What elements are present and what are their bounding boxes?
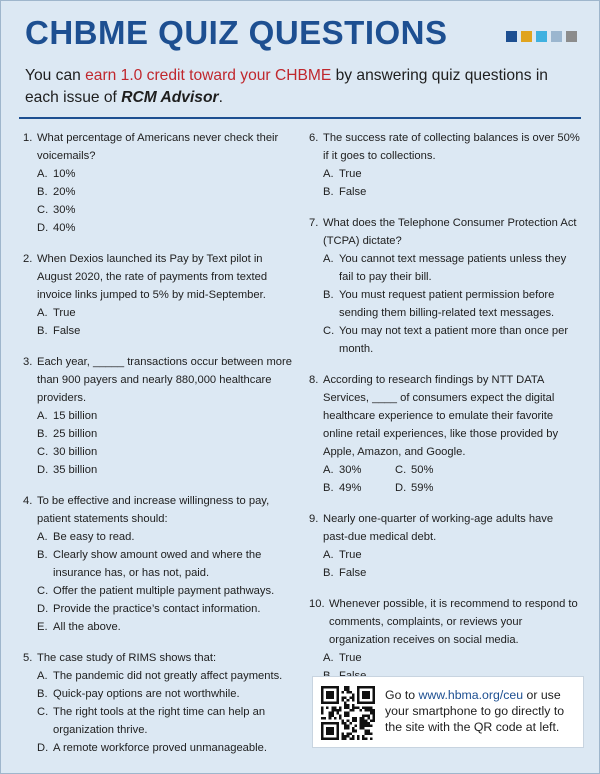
answer-option[interactable] bbox=[23, 582, 295, 600]
option-letter: D. bbox=[37, 742, 49, 754]
option-text: 10% bbox=[53, 168, 76, 180]
option-text: A remote workforce proved unmanageable. bbox=[53, 742, 267, 754]
option-letter: C. bbox=[37, 446, 49, 458]
qr-callout bbox=[312, 676, 584, 748]
question-number: 7. bbox=[309, 217, 319, 229]
option-text: You must request patient permission before sending them billing-related text messages. bbox=[339, 289, 555, 319]
option-letter: A. bbox=[37, 307, 48, 319]
questions-column-left bbox=[23, 129, 295, 770]
question-number: 4. bbox=[23, 495, 33, 507]
answer-option[interactable] bbox=[395, 479, 581, 497]
question-text: The case study of RIMS shows that: bbox=[37, 652, 217, 664]
option-letter: B. bbox=[323, 567, 334, 579]
qr-text-pre: Go to bbox=[385, 688, 419, 702]
question-number: 8. bbox=[309, 374, 319, 386]
answer-option[interactable] bbox=[23, 618, 295, 636]
option-text: True bbox=[339, 168, 362, 180]
answer-option[interactable] bbox=[23, 425, 295, 443]
option-letter: A. bbox=[323, 652, 334, 664]
option-letter: C. bbox=[37, 706, 49, 718]
option-letter: A. bbox=[37, 410, 48, 422]
option-text: 59% bbox=[411, 482, 434, 494]
option-letter: A. bbox=[37, 670, 48, 682]
answer-option[interactable] bbox=[309, 322, 581, 358]
qr-text-post: or use your smartphone to go directly to the site with the QR code at left. bbox=[385, 688, 565, 734]
question-6 bbox=[309, 129, 581, 201]
question-number: 3. bbox=[23, 356, 33, 368]
answer-option[interactable] bbox=[23, 443, 295, 461]
option-letter: B. bbox=[37, 186, 48, 198]
answer-option[interactable] bbox=[309, 546, 581, 564]
option-letter: A. bbox=[323, 464, 334, 476]
answer-option[interactable] bbox=[23, 183, 295, 201]
option-text: False bbox=[53, 325, 81, 337]
option-text: Clearly show amount owed and where the insurance has, or has not, paid. bbox=[53, 549, 262, 579]
answer-option[interactable] bbox=[23, 165, 295, 183]
question-text-row bbox=[309, 595, 581, 649]
answer-option[interactable] bbox=[23, 201, 295, 219]
question-text: What percentage of Americans never check their voicemails? bbox=[37, 132, 279, 162]
question-text: When Dexios launched its Pay by Text pilot in August 2020, the rate of payments from texted invoice links jumped to 5% by mid-September. bbox=[37, 253, 268, 301]
option-text: Be easy to read. bbox=[53, 531, 135, 543]
option-letter: A. bbox=[323, 168, 334, 180]
answer-option[interactable] bbox=[395, 461, 581, 479]
option-text: You cannot text message patients unless they fail to pay their bill. bbox=[339, 253, 567, 283]
question-number: 6. bbox=[309, 132, 319, 144]
question-text-row bbox=[309, 214, 581, 250]
answer-option[interactable] bbox=[309, 183, 581, 201]
question-text-row bbox=[309, 129, 581, 165]
answer-option[interactable] bbox=[323, 479, 395, 497]
option-letter: A. bbox=[37, 531, 48, 543]
option-text: 49% bbox=[339, 482, 362, 494]
option-text: Quick-pay options are not worthwhile. bbox=[53, 688, 240, 700]
square-4 bbox=[566, 31, 577, 42]
answer-option[interactable] bbox=[23, 600, 295, 618]
answer-option[interactable] bbox=[23, 703, 295, 739]
question-text-row bbox=[23, 492, 295, 528]
option-text: False bbox=[339, 186, 367, 198]
option-text: 30% bbox=[339, 464, 362, 476]
answer-option[interactable] bbox=[323, 461, 395, 479]
answer-option[interactable] bbox=[23, 546, 295, 582]
question-text: The success rate of collecting balances is over 50% if it goes to collections. bbox=[323, 132, 580, 162]
answer-option[interactable] bbox=[23, 322, 295, 340]
answer-option[interactable] bbox=[23, 304, 295, 322]
question-text: According to research findings by NTT DATA Services, ____ of consumers expect the digital healthcare experience to emulate their favorite online retail experiences, like those provided by Apple, Amazon, and Google. bbox=[323, 374, 559, 458]
question-7 bbox=[309, 214, 581, 358]
question-text-row bbox=[23, 353, 295, 407]
question-text-row bbox=[23, 250, 295, 304]
answer-option[interactable] bbox=[309, 250, 581, 286]
option-letter: B. bbox=[323, 186, 334, 198]
option-text: You may not text a patient more than once per month. bbox=[339, 325, 569, 355]
page-title: CHBME QUIZ QUESTIONS bbox=[25, 14, 448, 51]
question-text: Whenever possible, it is recommend to respond to comments, complaints, or reviews your organization receives on social media. bbox=[329, 598, 578, 646]
option-text: 30% bbox=[53, 204, 76, 216]
option-letter: B. bbox=[37, 549, 48, 561]
answer-option[interactable] bbox=[309, 286, 581, 322]
option-letter: A. bbox=[323, 253, 334, 265]
answer-options-grid bbox=[309, 461, 581, 497]
option-letter: E. bbox=[37, 621, 48, 633]
option-text: 50% bbox=[411, 464, 434, 476]
question-9 bbox=[309, 510, 581, 582]
answer-option[interactable] bbox=[23, 219, 295, 237]
option-letter: A. bbox=[323, 549, 334, 561]
intro-post: by answering quiz questions in each issue of bbox=[25, 67, 548, 106]
option-text: 35 billion bbox=[53, 464, 98, 476]
option-letter: C. bbox=[37, 585, 49, 597]
option-letter: B. bbox=[323, 289, 334, 301]
answer-option[interactable] bbox=[309, 165, 581, 183]
option-text: Provide the practice’s contact information. bbox=[53, 603, 261, 615]
option-letter: B. bbox=[37, 325, 48, 337]
option-text: 20% bbox=[53, 186, 76, 198]
option-letter: C. bbox=[37, 204, 49, 216]
option-text: The right tools at the right time can help an organization thrive. bbox=[53, 706, 266, 736]
option-letter: B. bbox=[37, 428, 48, 440]
intro-highlight: earn 1.0 credit toward your CHBME bbox=[85, 67, 332, 84]
square-3 bbox=[551, 31, 562, 42]
option-letter: D. bbox=[37, 464, 49, 476]
question-number: 2. bbox=[23, 253, 33, 265]
question-text: To be effective and increase willingness to pay, patient statements should: bbox=[37, 495, 270, 525]
answer-option[interactable] bbox=[23, 685, 295, 703]
option-text: False bbox=[339, 567, 367, 579]
option-letter: B. bbox=[37, 688, 48, 700]
square-0 bbox=[506, 31, 517, 42]
option-letter: B. bbox=[323, 482, 334, 494]
question-10 bbox=[309, 595, 581, 685]
option-letter: D. bbox=[395, 482, 407, 494]
answer-option[interactable] bbox=[23, 667, 295, 685]
option-letter: C. bbox=[323, 325, 335, 337]
option-text: 30 billion bbox=[53, 446, 98, 458]
option-letter: A. bbox=[37, 168, 48, 180]
question-number: 5. bbox=[23, 652, 33, 664]
question-text: What does the Telephone Consumer Protection Act (TCPA) dictate? bbox=[323, 217, 577, 247]
intro-text bbox=[25, 65, 585, 109]
question-text-row bbox=[309, 510, 581, 546]
option-text: True bbox=[53, 307, 76, 319]
answer-option[interactable] bbox=[23, 528, 295, 546]
option-text: All the above. bbox=[53, 621, 121, 633]
answer-option[interactable] bbox=[23, 407, 295, 425]
option-letter: C. bbox=[395, 464, 407, 476]
header-divider bbox=[19, 117, 581, 119]
qr-callout-text bbox=[385, 687, 581, 735]
square-2 bbox=[536, 31, 547, 42]
option-text: True bbox=[339, 652, 362, 664]
option-text: 25 billion bbox=[53, 428, 98, 440]
question-number: 1. bbox=[23, 132, 33, 144]
question-4 bbox=[23, 492, 295, 636]
question-text: Nearly one-quarter of working-age adults have past-due medical debt. bbox=[323, 513, 554, 543]
option-text: 15 billion bbox=[53, 410, 98, 422]
questions-column-right bbox=[309, 129, 581, 698]
option-letter: D. bbox=[37, 222, 49, 234]
question-text-row bbox=[23, 129, 295, 165]
intro-pre: You can bbox=[25, 67, 86, 84]
question-text: Each year, _____ transactions occur between more than 900 payers and nearly 880,000 healthcare providers. bbox=[37, 356, 292, 404]
answer-option[interactable] bbox=[23, 461, 295, 479]
option-text: 40% bbox=[53, 222, 76, 234]
option-text: Offer the patient multiple payment pathways. bbox=[53, 585, 275, 597]
question-3 bbox=[23, 353, 295, 479]
question-text-row bbox=[309, 371, 581, 461]
question-8 bbox=[309, 371, 581, 497]
square-1 bbox=[521, 31, 532, 42]
option-text: True bbox=[339, 549, 362, 561]
question-5 bbox=[23, 649, 295, 757]
publication-name: RCM Advisor bbox=[121, 89, 219, 106]
question-text-row bbox=[23, 649, 295, 667]
question-number: 10. bbox=[309, 598, 325, 610]
qr-code-icon[interactable] bbox=[321, 686, 375, 740]
answer-option[interactable] bbox=[309, 649, 581, 667]
question-1 bbox=[23, 129, 295, 237]
ceu-link[interactable]: www.hbma.org/ceu bbox=[418, 688, 524, 702]
answer-option[interactable] bbox=[309, 564, 581, 582]
question-number: 9. bbox=[309, 513, 319, 525]
option-letter: D. bbox=[37, 603, 49, 615]
decorative-squares bbox=[506, 31, 577, 42]
option-text: The pandemic did not greatly affect payments. bbox=[53, 670, 283, 682]
intro-end: . bbox=[218, 89, 223, 106]
answer-option[interactable] bbox=[23, 739, 295, 757]
question-2 bbox=[23, 250, 295, 340]
